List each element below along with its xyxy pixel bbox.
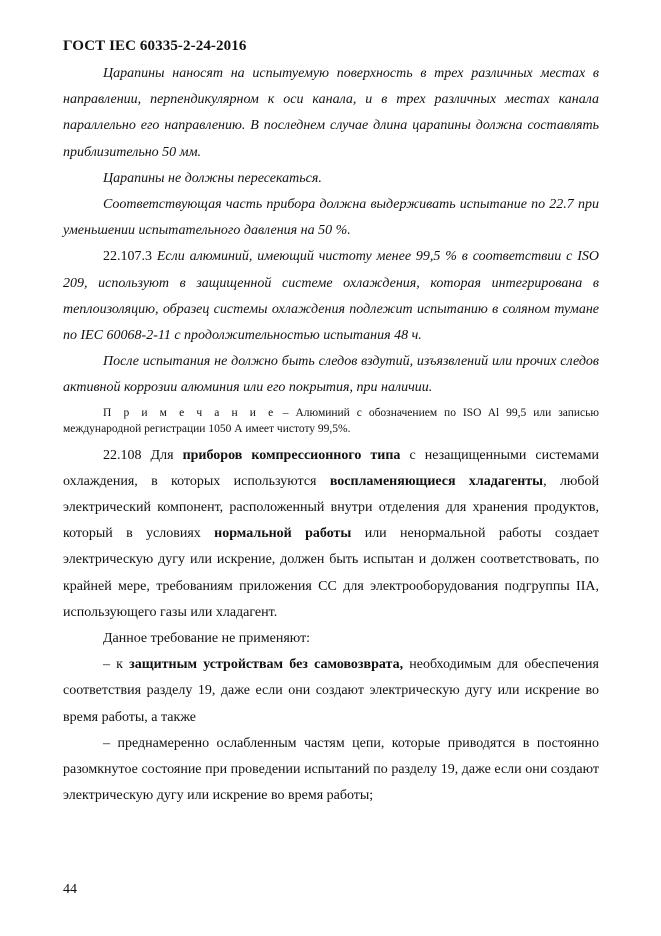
clause-text: Если алюминий, имеющий чистоту менее 99,5 % в соответствии с ISO 209, используют в защищенной системе охлаждения, которая интегрирована в теплоизоляцию, образец системы охлаждения подлежит испытанию в соляном тумане по IEC 60068-2-11 с продолжительностью испытания 48 ч. [63,249,599,344]
clause-22-108 [63,443,599,626]
standard-header: ГОСТ IEC 60335-2-24-2016 [63,38,247,54]
note-label: П р и м е ч а н и е [103,406,276,419]
paragraph-scratch-placement: Царапины наносят на испытуемую поверхность в трех различных местах в направлении, перпендикулярном к оси канала, и в трех различных местах канала параллельно его направлению. В последнем случае длина царапины должна составлять приблизительно 50 мм. [63,66,599,160]
term-compressor-appliances: приборов компрессионного типа [182,447,401,463]
clause-22-108-intro: 22.108 Для [103,447,183,463]
list-item-text: необходимым для обеспечения соответствия разделу 19, даже если они создают электрическую дугу или искрение во время работы, а также [63,657,599,725]
page-number: 44 [63,882,77,897]
note-text: – Алюминий с обозначением по ISO Al 99,5 или записью международной регистрации 1050 А имеет чистоту 99,5%. [63,406,599,435]
paragraph-pressure-test: Соответствующая часть прибора должна выдерживать испытание по 22.7 при уменьшении испытательного давления на 50 %. [63,197,599,239]
clause-22-108-text-1: с незащищенными системами охлаждения, в которых используются [63,447,599,489]
list-item-protective-devices [63,652,599,731]
paragraph-after-test: После испытания не должно быть следов вздутий, изъязвлений или прочих следов активной коррозии алюминия или его покрытия, при наличии. [63,354,599,396]
clause-22-108-text-3: или ненормальной работы создает электрическую дугу или искрение, должен быть испытан и должен соответствовать, по крайней мере, требованиям приложения СС для электрооборудования подгруппы IIА, использующего газы или хладагент. [63,526,600,620]
clause-number: 22.107.3 [103,249,152,265]
term-flammable-refrigerants: воспламеняющиеся хладагенты [329,473,544,489]
clause-22-108-text-2: , любой электрический компонент, расположенный внутри отделения для хранения продуктов, который в условиях [63,473,600,542]
clause-22-107-3 [63,244,599,349]
term-non-self-resetting-devices: защитным устройствам без самовозврата, [129,657,404,673]
paragraph-not-applied: Данное требование не применяют: [103,631,311,647]
list-item-weakened-parts: – преднамеренно ослабленным частям цепи, которые приводятся в постоянно разомкнутое состояние при проведении испытаний по разделу 19, даже если они создают электрическую дугу или искрение во время работы; [63,735,599,804]
paragraph-no-crossing: Царапины не должны пересекаться. [103,170,322,186]
list-dash: – к [103,657,130,673]
term-normal-operation: нормальной работы [214,526,352,542]
body-text [63,61,599,809]
note [63,402,599,443]
